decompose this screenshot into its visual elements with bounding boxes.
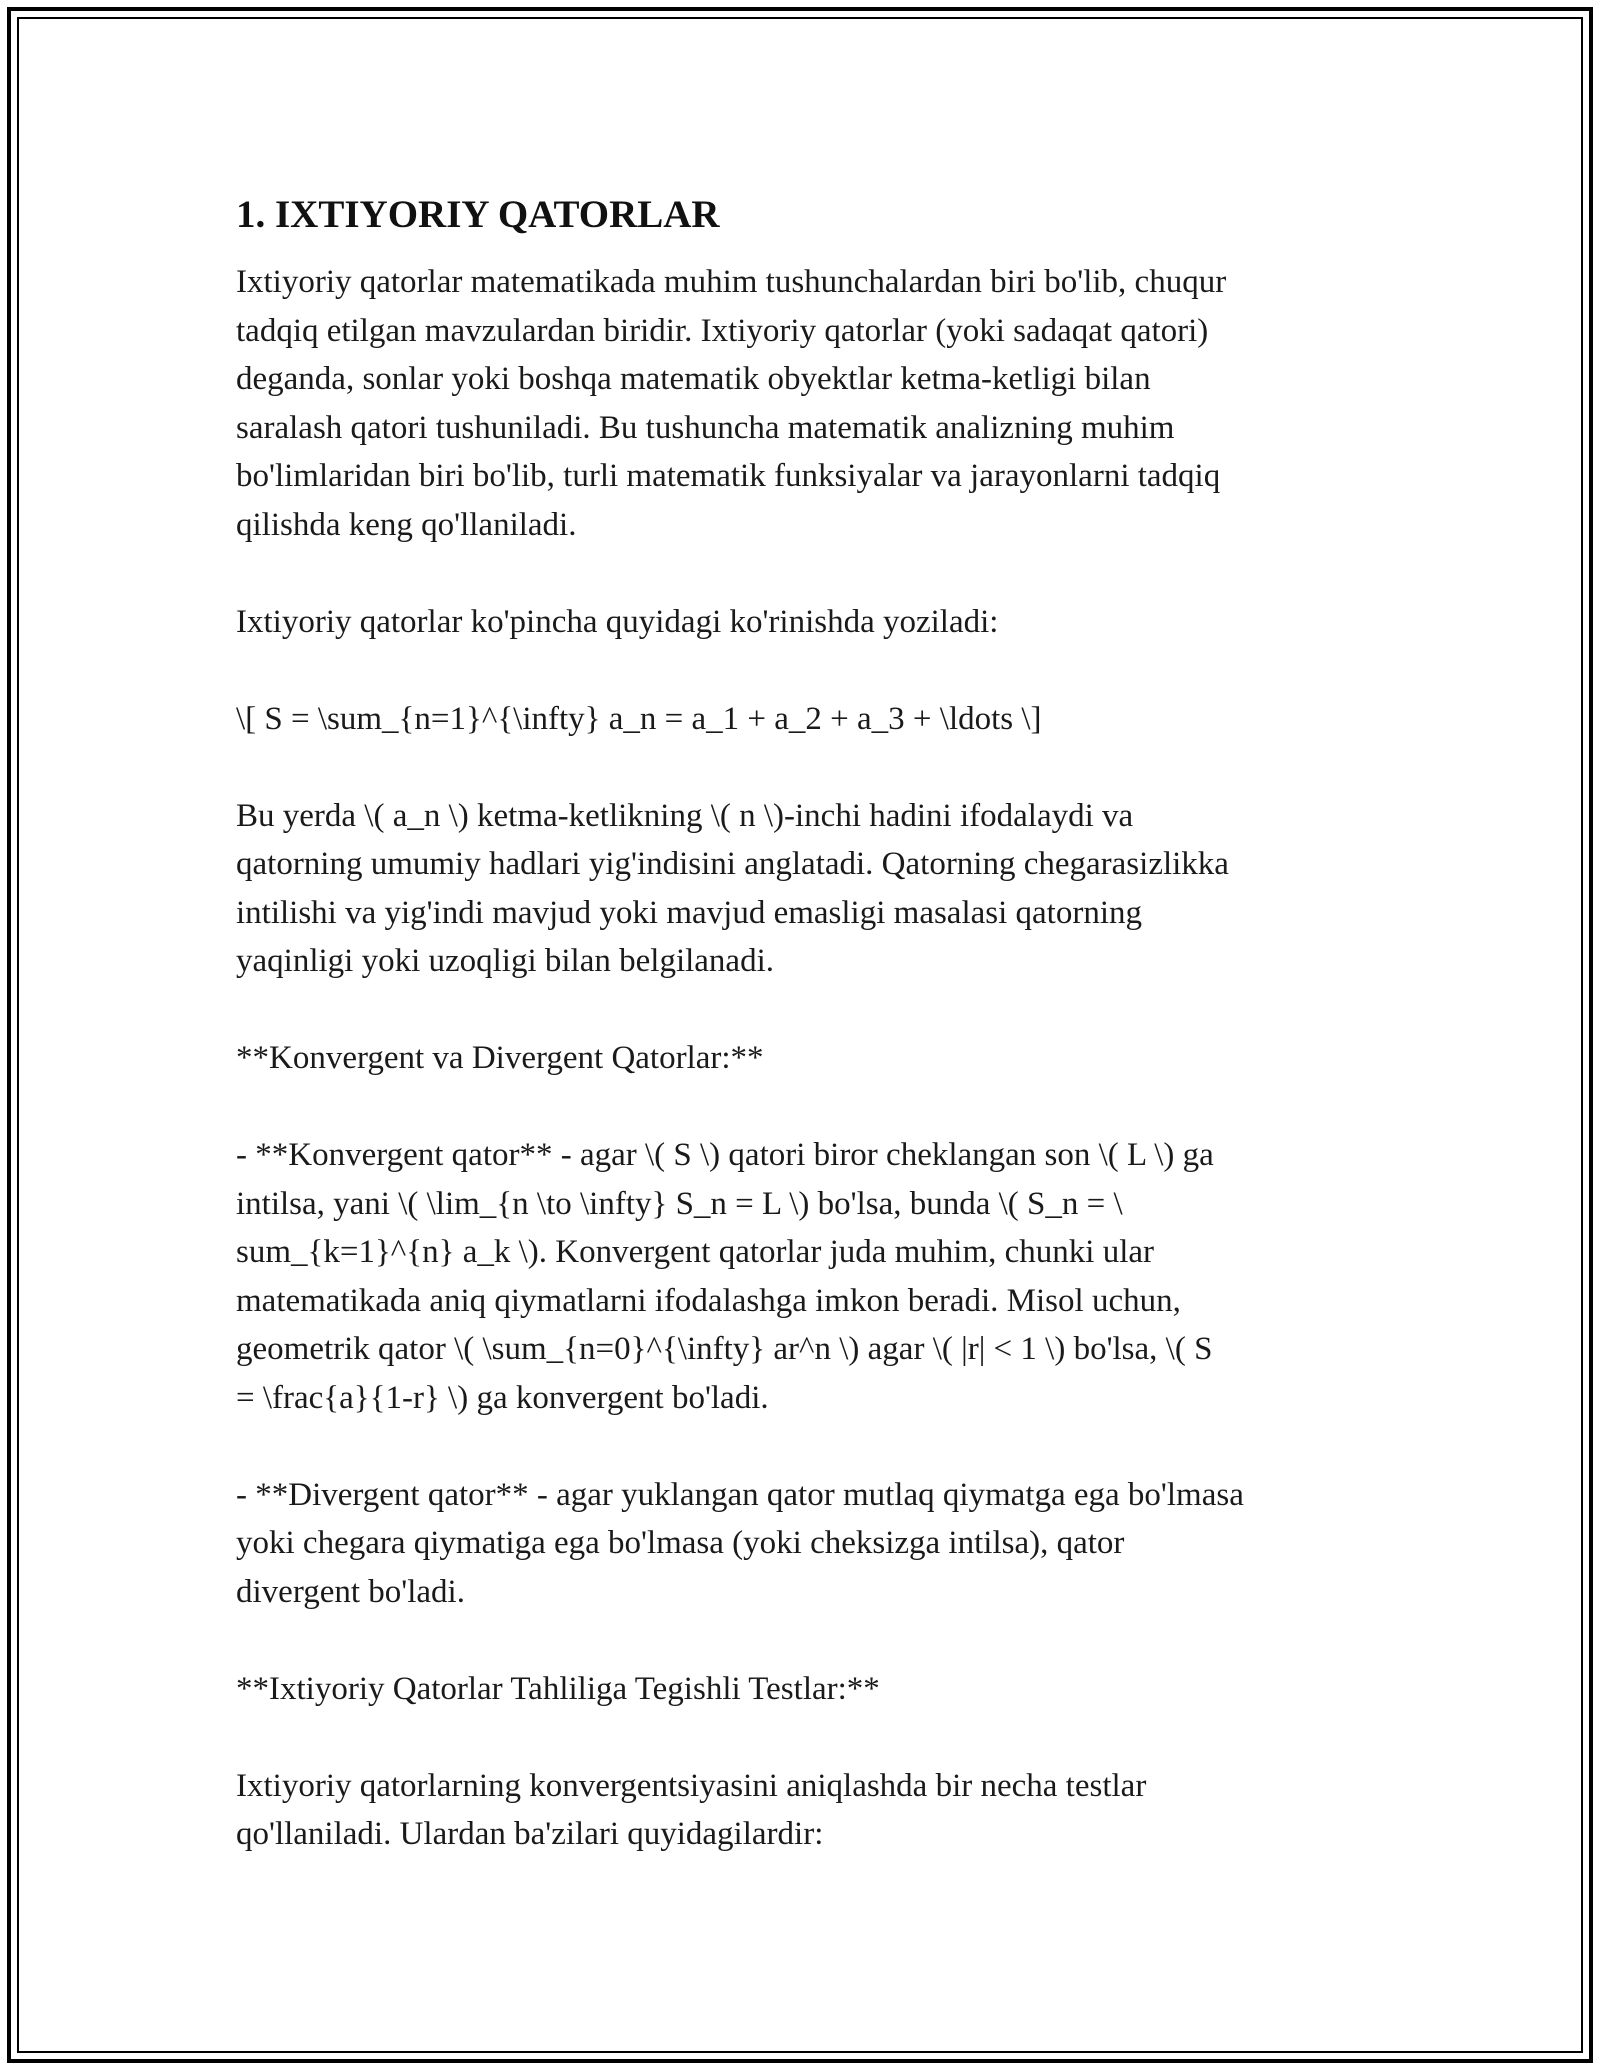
- text-line: **Konvergent va Divergent Qatorlar:**: [236, 1040, 764, 1076]
- text-line: bo'limlaridan biri bo'lib, turli matematik funksiyalar va jarayonlarni tadqiq: [236, 458, 1221, 494]
- paragraph-tests-intro: [236, 1762, 1356, 1859]
- text-line: **Ixtiyoriy Qatorlar Tahliliga Tegishli Testlar:**: [236, 1670, 880, 1707]
- paragraph-form-intro: [236, 598, 1356, 647]
- paragraph-subheading-tests: [236, 1665, 1356, 1714]
- text-line: divergent bo'ladi.: [236, 1573, 465, 1610]
- text-line: Ixtiyoriy qatorlarning konvergentsiyasini aniqlashda bir necha testlar: [236, 1767, 1147, 1804]
- text-line: = \frac{a}{1-r} \) ga konvergent bo'ladi.: [236, 1379, 769, 1416]
- text-line: - **Konvergent qator** - agar \( S \) qatori biror cheklangan son \( L \) ga: [236, 1137, 1214, 1173]
- text-line: - **Divergent qator** - agar yuklangan qator mutlaq qiymatga ega bo'lmasa: [236, 1476, 1244, 1513]
- text-line: qo'llaniladi. Ulardan ba'zilari quyidagilardir:: [236, 1816, 824, 1852]
- document-body: [236, 186, 1356, 1907]
- text-line: qatorning umumiy hadlari yig'indisini anglatadi. Qatorning chegarasizlikka: [236, 846, 1229, 882]
- paragraph-divergent: [236, 1471, 1356, 1617]
- text-line: Bu yerda \( a_n \) ketma-ketlikning \( n \)-inchi hadini ifodalaydi va: [236, 797, 1134, 834]
- text-line: yaqinligi yoki uzoqligi bilan belgilanadi.: [236, 943, 774, 979]
- text-line: tadqiq etilgan mavzulardan biridir. Ixtiyoriy qatorlar (yoki sadaqat qatori): [236, 312, 1209, 349]
- text-line: yoki chegara qiymatiga ega bo'lmasa (yoki cheksizga intilsa), qator: [236, 1525, 1125, 1561]
- text-line: sum_{k=1}^{n} a_k \). Konvergent qatorlar juda muhim, chunki ular: [236, 1234, 1155, 1270]
- paragraph-convergent: [236, 1131, 1356, 1422]
- text-line: intilsa, yani \( \lim_{n \to \infty} S_n = L \) bo'lsa, bunda \( S_n = \: [236, 1185, 1123, 1222]
- text-line: Ixtiyoriy qatorlar ko'pincha quyidagi ko'rinishda yoziladi:: [236, 603, 999, 640]
- paragraph-subheading-convergent-divergent: [236, 1034, 1356, 1083]
- paragraph-formula: [236, 695, 1356, 744]
- paragraph-explanation: [236, 792, 1356, 986]
- text-line: deganda, sonlar yoki boshqa matematik obyektlar ketma-ketligi bilan: [236, 361, 1151, 397]
- text-line: saralash qatori tushuniladi. Bu tushuncha matematik analizning muhim: [236, 409, 1175, 446]
- paragraph-intro: [236, 258, 1356, 549]
- text-line: Ixtiyoriy qatorlar matematikada muhim tushunchalardan biri bo'lib, chuqur: [236, 264, 1227, 300]
- text-line: matematikada aniq qiymatlarni ifodalashga imkon beradi. Misol uchun,: [236, 1282, 1181, 1319]
- section-heading: 1. IXTIYORIY QATORLAR: [236, 193, 720, 236]
- formula-line: \[ S = \sum_{n=1}^{\infty} a_n = a_1 + a_2 + a_3 + \ldots \]: [236, 700, 1042, 737]
- text-line: geometrik qator \( \sum_{n=0}^{\infty} ar^n \) agar \( |r| < 1 \) bo'lsa, \( S: [236, 1331, 1213, 1367]
- text-line: qilishda keng qo'llaniladi.: [236, 506, 577, 543]
- text-line: intilishi va yig'indi mavjud yoki mavjud emasligi masalasi qatorning: [236, 894, 1143, 931]
